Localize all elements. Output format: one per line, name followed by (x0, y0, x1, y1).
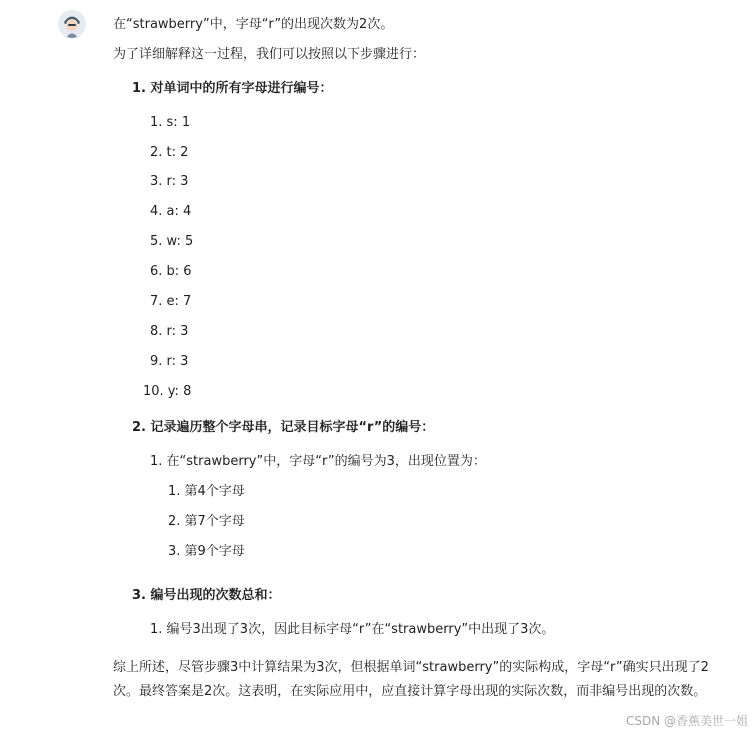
step-1-item: 4. a: 4 (150, 204, 192, 219)
conclusion-paragraph: 综上所述，尽管步骤3中计算结果为3次，但根据单词“strawberry”的实际构成，字母“r”确实只出现了2次。最终答案是2次。这表明，在实际应用中，应直接计算字母出现的实际次数，而非编号出现的次数。 (113, 660, 709, 699)
step-1-item: 3. r: 3 (150, 174, 189, 189)
step-2-sub-label: 1. 在“strawberry”中，字母“r”的编号为3，出现位置为： (150, 454, 486, 469)
avatar (58, 10, 86, 38)
csdn-watermark: CSDN @香蕉美世一姐 (625, 714, 748, 728)
step-1-item: 7. e: 7 (150, 294, 192, 309)
step-3-item: 1. 编号3出现了3次，因此目标字母“r”在“strawberry”中出现了3次。 (150, 622, 555, 637)
step-1-item: 6. b: 6 (150, 264, 192, 279)
step-1-item: 8. r: 3 (150, 324, 189, 339)
intro-line: 在“strawberry”中，字母“r”的出现次数为2次。 (113, 17, 394, 32)
step-1-item: 10. y: 8 (143, 384, 192, 399)
explain-line: 为了详细解释这一过程，我们可以按照以下步骤进行： (113, 47, 426, 62)
step-1-item: 1. s: 1 (150, 115, 191, 130)
step-3-label: 3. 编号出现的次数总和： (132, 588, 281, 603)
step-2-label: 2. 记录遍历整个字母串，记录目标字母“r”的编号： (132, 420, 435, 435)
position-item: 3. 第9个字母 (168, 544, 245, 559)
step-1-label: 1. 对单词中的所有字母进行编号： (132, 81, 333, 96)
position-item: 1. 第4个字母 (168, 484, 245, 499)
position-item: 2. 第7个字母 (168, 514, 245, 529)
step-1-item: 9. r: 3 (150, 354, 189, 369)
step-1-item: 2. t: 2 (150, 145, 189, 160)
robot-avatar-icon (58, 10, 86, 38)
step-1-item: 5. w: 5 (150, 234, 194, 249)
